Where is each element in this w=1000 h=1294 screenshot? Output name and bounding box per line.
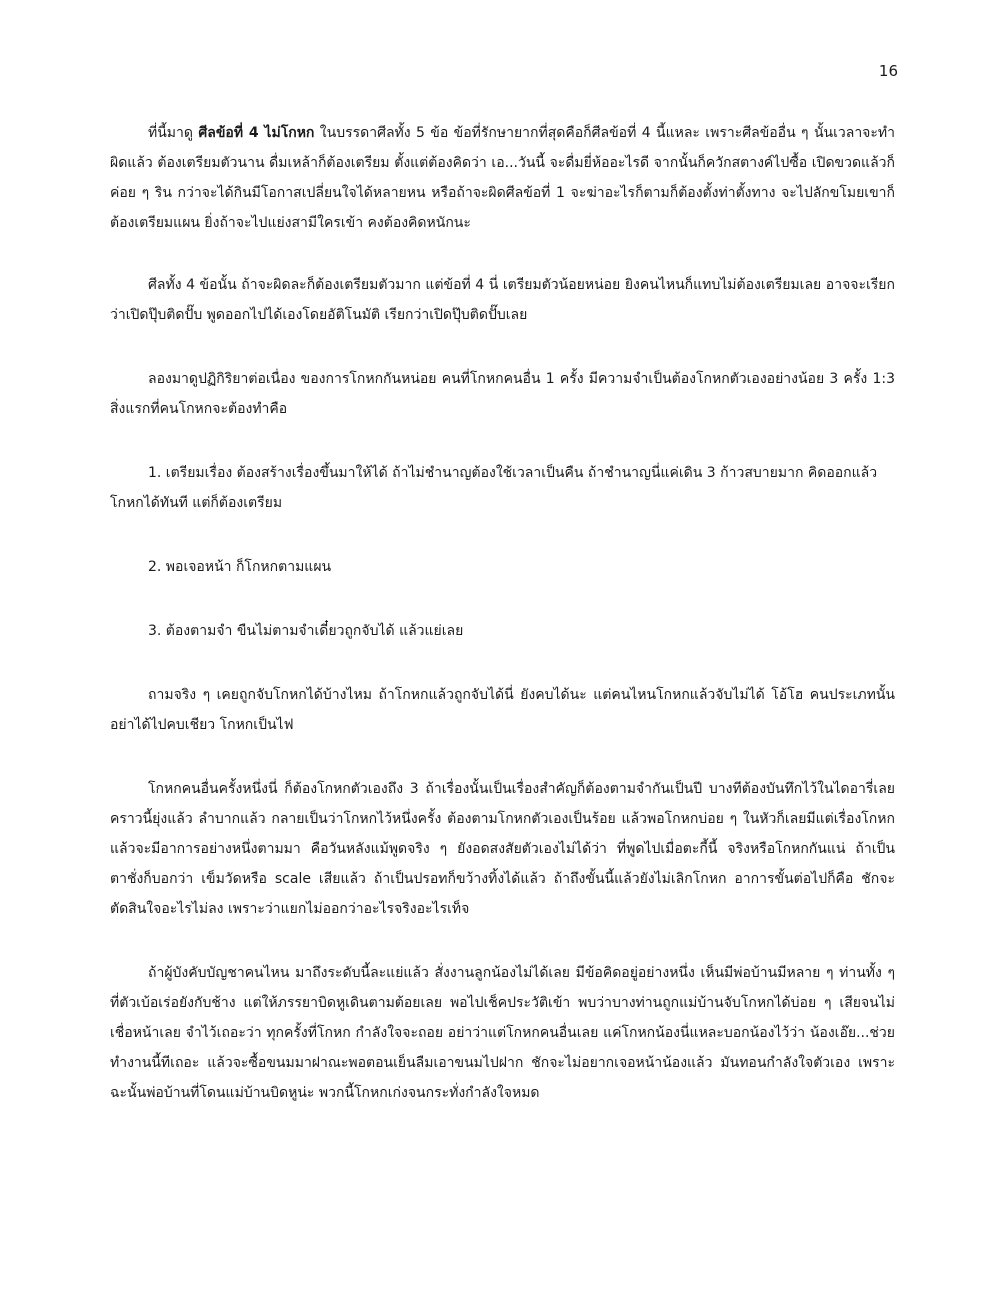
list-item-1: 1. เตรียมเรื่อง ต้องสร้างเรื่องขึ้นมาให้ได้ ถ้าไม่ชำนาญต้องใช้เวลาเป็นคืน ถ้าชำนาญนี่แค่เดิน 3 ก้าวสบายมาก คิดออกแล้วโกหกได้ทันที แต่ก็ต้องเตรียม (110, 465, 878, 511)
paragraph-4: ถามจริง ๆ เคยถูกจับโกหกได้บ้างไหม ถ้าโกหกแล้วถูกจับได้นี่ ยังคบได้นะ แต่คนไหนโกหกแล้วจับไม่ได้ โอ้โฮ คนประเภทนั้นอย่าได้ไปคบเชียว โกหกเป็นไฟ (110, 687, 895, 733)
paragraph-3: ลองมาดูปฏิกิริยาต่อเนื่อง ของการโกหกกันหน่อย คนที่โกหกคนอื่น 1 ครั้ง มีความจำเป็นต้องโกหกตัวเองอย่างน้อย 3 ครั้ง 1:3 สิ่งแรกที่คนโกหกจะต้องทำคือ (110, 371, 895, 417)
page-number: 16 (878, 62, 898, 80)
document-body (110, 118, 895, 1142)
paragraph-1-lead: ที่นี้มาดู (148, 125, 199, 141)
list-item-3: 3. ต้องตามจำ ขืนไม่ตามจำเดี๋ยวถูกจับได้ แล้วแย่เลย (148, 623, 464, 639)
paragraph-1-rest: ในบรรดาศีลทั้ง 5 ข้อ ข้อที่รักษายากที่สุดคือก็ศีลข้อที่ 4 นี้แหละ เพราะศีลข้ออื่น ๆ นั้นเวลาจะทำผิดแล้ว ต้องเตรียมตัวนาน ดื่มเหล้าก็ต้องเตรียม ตั้งแต่ต้องคิดว่า เอ...วันนี้ จะดื่มยี่ห้ออะไรดี จากนั้นก็ควักสตางค์ไปซื้อ เปิดขวดแล้วก็ค่อย ๆ ริน กว่าจะได้กินมีโอกาสเปลี่ยนใจได้หลายหน หรือถ้าจะผิดศีลข้อที่ 1 จะฆ่าอะไรก็ตามก็ต้องตั้งท่าตั้งทาง จะไปลักขโมยเขาก็ต้องเตรียมแผน ยิ่งถ้าจะไปแย่งสามีใครเข้า คงต้องคิดหนักนะ (110, 125, 895, 231)
paragraph-1-emphasis: ศีลข้อที่ 4 ไม่โกหก (198, 125, 315, 141)
paragraph-1 (110, 118, 895, 238)
paragraph-6: ถ้าผู้บังคับบัญชาคนไหน มาถึงระดับนี้ละแย่แล้ว สั่งงานลูกน้องไม่ได้เลย มีข้อคิดอยู่อย่างหนึ่ง เห็นมีพ่อบ้านมีหลาย ๆ ท่านทั้ง ๆ ที่ตัวเบ้อเร่อยังกับช้าง แต่ให้ภรรยาบิดหูเดินตามต้อยเลย พอไปเช็คประวัติเข้า พบว่าบางท่านถูกแม่บ้านจับโกหกได้บ่อย ๆ เสียจนไม่เชื่อหน้าเลย จำไว้เถอะว่า ทุกครั้งที่โกหก กำลังใจจะถอย อย่าว่าแต่โกหกคนอื่นเลย แค่โกหกน้องนี่แหละบอกน้องไว้ว่า น้องเอ๊ย...ช่วยทำงานนี้ทีเถอะ แล้วจะซื้อขนมมาฝาณะพอตอนเย็นลืมเอาขนมไปฝาก ชักจะไม่อยากเจอหน้าน้องแล้ว มันทอนกำลังใจตัวเอง เพราะฉะนั้นพ่อบ้านที่โดนแม่บ้านบิดหูน่ะ พวกนี้โกหกเก่งจนกระทั่งกำลังใจหมด (110, 965, 895, 1101)
paragraph-2: ศีลทั้ง 4 ข้อนั้น ถ้าจะผิดละก็ต้องเตรียมตัวมาก แต่ข้อที่ 4 นี่ เตรียมตัวน้อยหน่อย ยิงคนไหนก็แทบไม่ต้องเตรียมเลย อาจจะเรียกว่าเปิดปุ๊บติดปั๊บ พูดออกไปได้เองโดยอัติโนมัติ เรียกว่าเปิดปุ๊บติดปั๊บเลย (110, 277, 895, 323)
list-item-2: 2. พอเจอหน้า ก็โกหกตามแผน (148, 559, 332, 575)
paragraph-5: โกหกคนอื่นครั้งหนึ่งนี่ ก็ต้องโกหกตัวเองถึง 3 ถ้าเรื่องนั้นเป็นเรื่องสำคัญก็ต้องตามจำกันเป็นปี บางทีต้องบันทึกไว้ในไดอารี่เลย คราวนี้ยุ่งแล้ว ลำบากแล้ว กลายเป็นว่าโกหกไว้หนึ่งครั้ง ต้องตามโกหกตัวเองเป็นร้อย แล้วพอโกหกบ่อย ๆ ในหัวก็เลยมีแต่เรื่องโกหก แล้วจะมีอาการอย่างหนึ่งตามมา คือวันหลังแม้พูดจริง ๆ ยังอดสงสัยตัวเองไม่ได้ว่า ที่พูดไปเมื่อตะกี้นี้ จริงหรือโกหกกันแน่ ถ้าเป็นตาชั่งก็บอกว่า เข็มวัดหรือ scale เสียแล้ว ถ้าเป็นปรอทก็ขว้างทิ้งได้แล้ว ถ้าถึงขั้นนี้แล้วยังไม่เลิกโกหก อาการขั้นต่อไปก็คือ ชักจะตัดสินใจอะไรไม่ลง เพราะว่าแยกไม่ออกว่าอะไรจริงอะไรเท็จ (110, 781, 895, 917)
